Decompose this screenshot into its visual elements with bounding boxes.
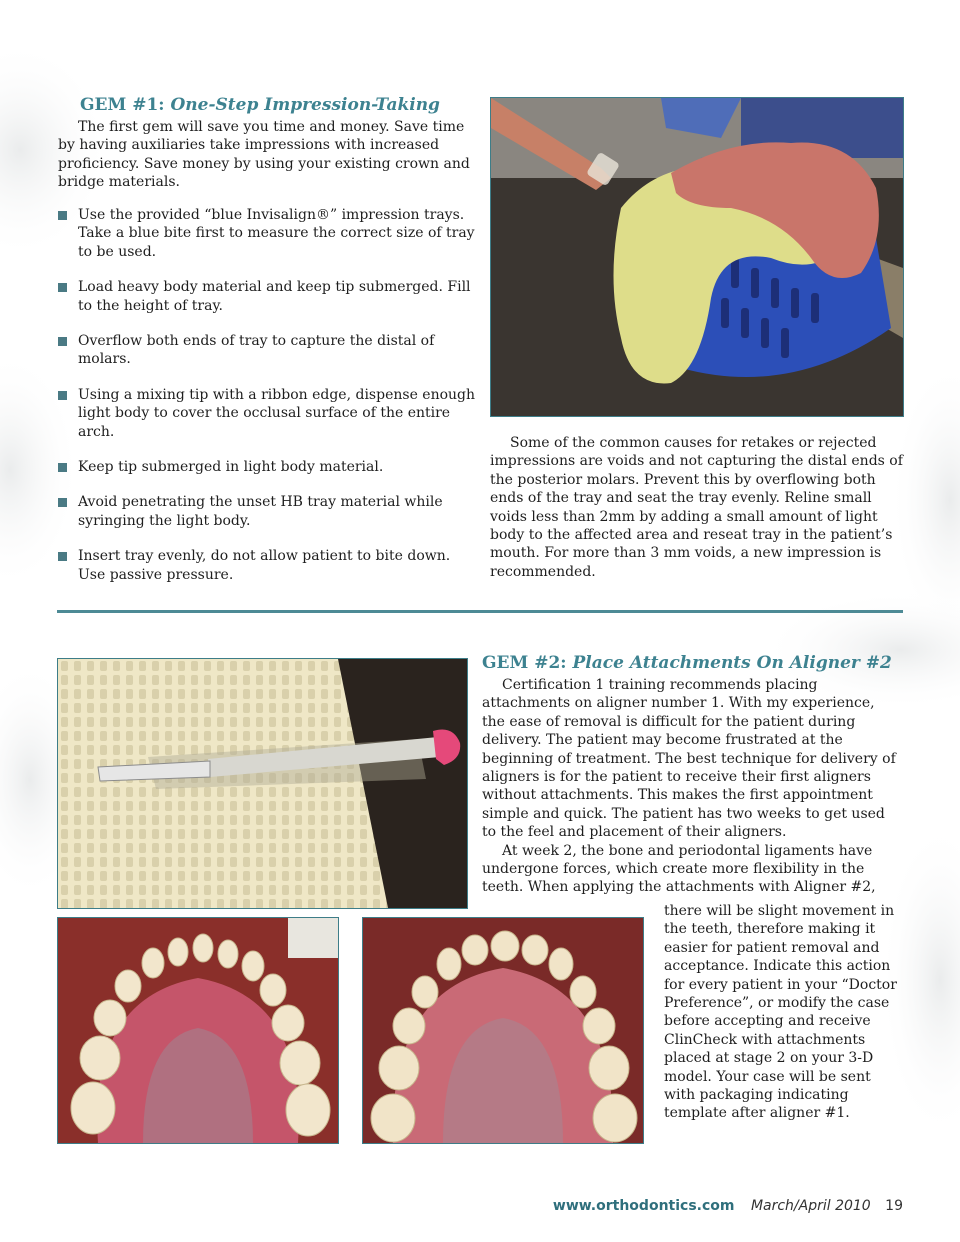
gem2-body (482, 676, 900, 897)
list-item (58, 547, 476, 584)
gem1-intro-text: The first gem will save you time and money. Save time by having auxiliaries take impressions with increased proficiency. Save money by using your existing crown and bridge materials. (58, 119, 470, 191)
page-footer (553, 1198, 903, 1214)
bullet-text: Avoid penetrating the unset HB tray material while syringing the light body. (78, 494, 443, 529)
gem2-paragraph-1: Certification 1 training recommends placing attachments on aligner number 1. With my experience, the ease of removal is difficult for the patient during delivery. The patient may become frustrated at the beginning of treatment. The best technique for delivery of aligners is for the patient to receive their first aligners without attachments. This makes the first appointment simple and quick. The patient has two weeks to get used to the feel and placement of their aligners. (482, 677, 896, 841)
gem1-heading-italic: One-Step Impression-Taking (170, 95, 440, 115)
gem2-heading-italic: Place Attachments On Aligner #2 (572, 653, 892, 673)
bullet-square-icon (58, 498, 67, 507)
footer-website-link[interactable]: www.orthodontics.com (552, 1198, 735, 1214)
list-item (58, 332, 476, 369)
gem2-paragraph-2: At week 2, the bone and periodontal ligaments have undergone forces, which create more flexibility in the teeth. When applying the attachments with Aligner #2, (482, 842, 876, 896)
bullet-square-icon (58, 283, 67, 292)
bullet-text: Keep tip submerged in light body material. (78, 459, 384, 476)
section-divider (57, 610, 903, 613)
upper-arch-photo (362, 917, 644, 1144)
bullet-text: Load heavy body material and keep tip submerged. Fill to the height of tray. (78, 279, 471, 314)
lower-arch-photo (57, 917, 339, 1144)
bullet-text: Insert tray evenly, do not allow patient to bite down. Use passive pressure. (78, 548, 451, 583)
list-item (58, 386, 476, 441)
bullet-text: Using a mixing tip with a ribbon edge, dispense enough light body to cover the occlusal surface of the entire arch. (78, 386, 476, 440)
gem2-continuation (664, 902, 904, 1123)
bullet-text: Use the provided “blue Invisalign®” impression trays. Take a blue bite first to measure the correct size of tray to be used. (78, 207, 475, 260)
bullet-square-icon (58, 211, 67, 220)
footer-issue-date: March/April 2010 (750, 1198, 871, 1214)
list-item (58, 278, 476, 315)
impression-tray-photo (490, 97, 904, 417)
page-number: 19 (885, 1198, 903, 1214)
gem1-heading (80, 95, 440, 115)
gem1-heading-prefix: GEM #1: (80, 95, 171, 115)
list-item (58, 458, 476, 476)
gem1-retakes-text: Some of the common causes for retakes or rejected impressions are voids and not capturing the distal ends of the posterior molars. Prevent this by overflowing both ends of the tray and seat the tray evenly. Reline small voids less than 2mm by adding a small amount of light body to the affected area and reseat tray in the patient’s mouth. For more than 3 mm voids, a new impression is recommended. (490, 435, 903, 580)
list-item (58, 493, 476, 530)
gem2-paragraph-2-continued: there will be slight movement in the teeth, therefore making it easier for patient removal and acceptance. Indicate this action for every patient in your “Doctor Preference”, or modify the case before accepting and receive ClinCheck with attachments placed at stage 2 on your 3-D model. Your case will be sent with packaging indicating template after aligner #1. (664, 903, 897, 1122)
gem2-heading (482, 653, 892, 673)
gem1-intro (58, 118, 470, 192)
bullet-square-icon (58, 337, 67, 346)
gem1-retakes-paragraph (490, 434, 904, 581)
bullet-square-icon (58, 463, 67, 472)
bullet-square-icon (58, 552, 67, 561)
gem2-heading-prefix: GEM #2: (482, 653, 573, 673)
gem1-bullet-list (58, 206, 476, 601)
bullet-text: Overflow both ends of tray to capture the distal of molars. (78, 333, 435, 368)
list-item (58, 206, 476, 261)
mixing-tip-photo (57, 658, 468, 909)
bullet-square-icon (58, 391, 67, 400)
